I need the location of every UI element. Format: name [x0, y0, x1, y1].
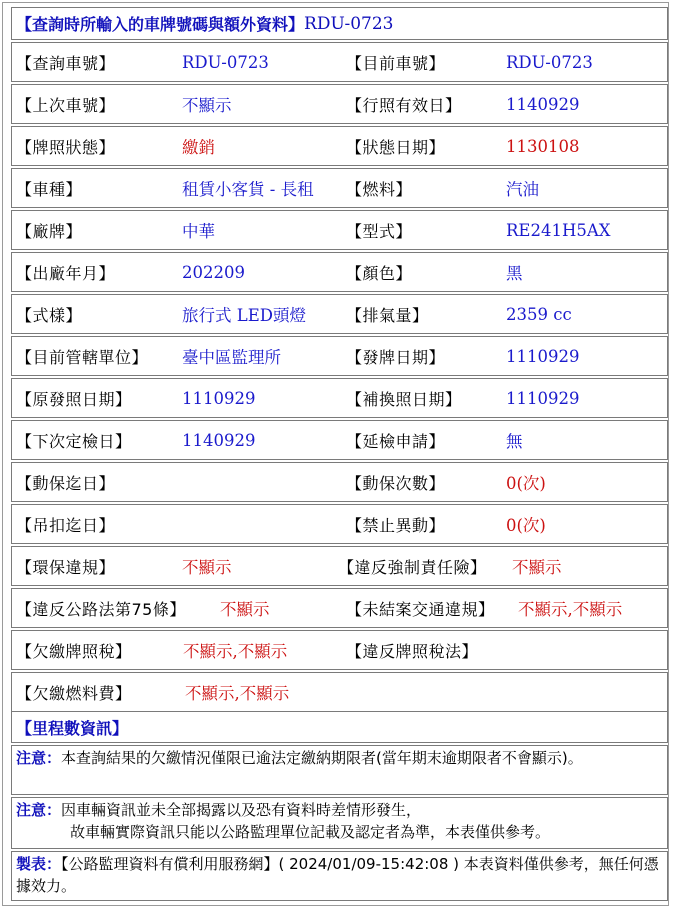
field-value: 繳銷	[182, 138, 215, 157]
info-row	[11, 630, 668, 670]
field-label: 【動保次數】	[346, 473, 446, 493]
field-value: 不顯示,不顯示	[185, 684, 290, 703]
info-row	[11, 378, 668, 418]
note-1	[11, 745, 668, 795]
field-label: 【目前管轄單位】	[16, 347, 149, 367]
info-row	[11, 84, 668, 124]
note-3	[11, 851, 668, 901]
note-3-text: 【公路監理資料有償利用服務網】( 2024/01/09-15:42:08 ) 本表資料僅供參考，無任何憑據效力。	[16, 855, 659, 895]
report-frame	[2, 2, 669, 906]
field-label: 【燃料】	[346, 179, 413, 199]
field-value: 0(次)	[506, 474, 546, 493]
field-value: 中華	[182, 222, 215, 241]
field-value: 黑	[506, 264, 523, 283]
field-label: 【違反牌照稅法】	[346, 641, 479, 661]
field-value: 1140929	[182, 430, 256, 450]
header-plate: RDU-0723	[304, 13, 394, 34]
field-label: 【排氣量】	[346, 305, 429, 325]
page-title: 【查詢時所輸入的車牌號碼與額外資料】	[16, 15, 305, 34]
field-value: 1110929	[506, 346, 580, 366]
field-value: 無	[506, 432, 523, 451]
field-value: 2359 cc	[506, 304, 572, 324]
field-value: 不顯示,不顯示	[183, 642, 288, 661]
field-value: 202209	[182, 262, 245, 282]
field-label: 【吊扣迄日】	[16, 515, 116, 535]
info-row	[11, 420, 668, 460]
info-row	[11, 210, 668, 250]
info-row	[11, 504, 668, 544]
field-label: 【禁止異動】	[346, 515, 446, 535]
note-1-text: 本查詢結果的欠繳情況僅限已逾法定繳納期限者(當年期末逾期限者不會顯示)。	[61, 749, 583, 767]
info-row	[11, 168, 668, 208]
info-row	[11, 42, 668, 82]
info-row	[11, 588, 668, 628]
field-label: 【式樣】	[16, 305, 83, 325]
field-value: 1140929	[506, 94, 580, 114]
field-value: 不顯示	[512, 558, 562, 577]
note-3-label: 製表：	[16, 855, 62, 873]
field-value: 不顯示	[182, 96, 232, 115]
field-label: 【狀態日期】	[346, 137, 446, 157]
field-label: 【顏色】	[346, 263, 413, 283]
field-value: 臺中區監理所	[182, 348, 281, 367]
field-label: 【欠繳牌照稅】	[16, 641, 132, 661]
field-value: 不顯示	[182, 558, 232, 577]
field-label: 【出廠年月】	[16, 263, 116, 283]
field-value: RDU-0723	[182, 52, 269, 72]
info-row	[11, 546, 668, 586]
field-label: 【型式】	[346, 221, 413, 241]
info-row	[11, 672, 668, 712]
info-row	[11, 126, 668, 166]
field-value: 租賃小客貨 - 長租	[182, 180, 314, 199]
field-value: 旅行式 LED頭燈	[182, 306, 306, 325]
field-label: 【行照有效日】	[346, 95, 462, 115]
mileage-row	[11, 711, 668, 743]
field-value: RDU-0723	[506, 52, 593, 72]
note-2-line-1: 因車輛資訊並未全部揭露以及恐有資料時差情形發生，	[61, 801, 422, 819]
field-value: 1110929	[182, 388, 256, 408]
note-2-label: 注意：	[16, 801, 62, 819]
field-label: 【車種】	[16, 179, 83, 199]
mileage-title: 【里程數資訊】	[16, 718, 129, 738]
field-label: 【動保迄日】	[16, 473, 116, 493]
field-label: 【違反強制責任險】	[338, 557, 487, 577]
field-value: 0(次)	[506, 516, 546, 535]
field-value: 1110929	[506, 388, 580, 408]
field-label: 【發牌日期】	[346, 347, 446, 367]
field-label: 【違反公路法第75條】	[16, 599, 186, 619]
info-row	[11, 462, 668, 502]
field-label: 【未結案交通違規】	[346, 599, 495, 619]
field-label: 【目前車號】	[346, 53, 446, 73]
field-label: 【原發照日期】	[16, 389, 132, 409]
info-row	[11, 336, 668, 376]
field-value: 不顯示,不顯示	[518, 600, 623, 619]
field-label: 【補換照日期】	[346, 389, 462, 409]
field-value: RE241H5AX	[506, 220, 611, 240]
note-1-label: 注意：	[16, 749, 62, 767]
field-value: 1130108	[506, 136, 580, 156]
field-label: 【廠牌】	[16, 221, 83, 241]
info-row	[11, 252, 668, 292]
field-label: 【牌照狀態】	[16, 137, 116, 157]
field-label: 【查詢車號】	[16, 53, 116, 73]
header-row	[11, 7, 668, 40]
field-value: 不顯示	[220, 600, 270, 619]
field-label: 【欠繳燃料費】	[16, 683, 132, 703]
note-2	[11, 797, 668, 849]
note-2-line-2: 故車輛實際資訊只能以公路監理單位記載及認定者為準，本表僅供參考。	[70, 823, 551, 841]
field-label: 【環保違規】	[16, 557, 116, 577]
field-label: 【上次車號】	[16, 95, 116, 115]
info-row	[11, 294, 668, 334]
field-label: 【下次定檢日】	[16, 431, 132, 451]
field-value: 汽油	[506, 180, 539, 199]
field-label: 【延檢申請】	[346, 431, 446, 451]
